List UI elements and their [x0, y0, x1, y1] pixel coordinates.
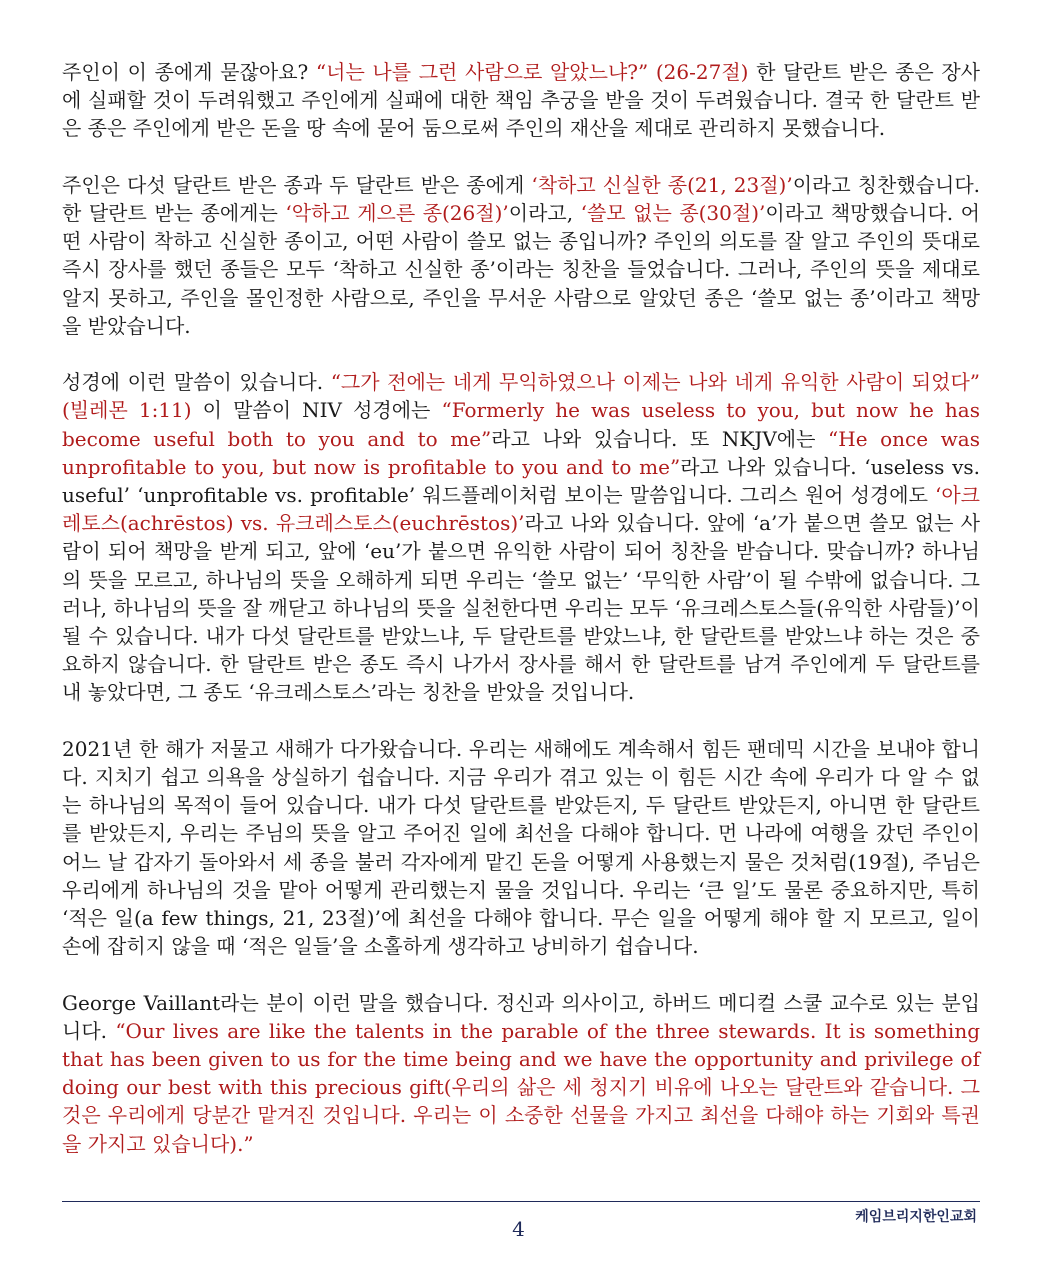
body-text: 이라고,: [508, 201, 581, 225]
paragraph: [62, 735, 980, 961]
page-number: 4: [512, 1217, 525, 1241]
footer-divider: [62, 1201, 980, 1202]
quote-text: ‘악하고 게으른 종(26절)’: [285, 201, 509, 225]
quote-text: “그가 전에는 네게 무익하였으나 이제는 나와 네게 유익한 사람이 되었다” (빌레몬 1:11): [62, 370, 980, 423]
paragraph: [62, 368, 980, 706]
paragraph: [62, 171, 980, 340]
quote-text: “Formerly he was useless to you, but now he has become useful both to you and to me”: [62, 398, 980, 451]
body-text: 라고 나와 있습니다. ‘useless vs. useful’ ‘unprofitable vs. profitable’ 워드플레이처럼 보이는 말씀입니다. 그리스 원어 성경에도: [62, 454, 980, 508]
body-text: 이라고 칭찬했습니다. 한 달란트 받는 종에게는: [62, 172, 980, 225]
quote-text: ‘쓸모 없는 종(30절)’: [580, 201, 766, 225]
body-text: 라고 나와 있습니다. 또 NKJV에는: [491, 426, 829, 451]
body-text: 주인은 다섯 달란트 받은 종과 두 달란트 받은 종에게: [62, 172, 532, 197]
quote-text: ‘아크레토스(achrēstos) vs. 유크레스토스(euchrēstos)’: [62, 483, 980, 536]
body-text: 2021년 한 해가 저물고 새해가 다가왔습니다. 우리는 새해에도 계속해서 힘든 팬데믹 시간을 보내야 합니다. 지치기 쉽고 의욕을 상실하기 쉽습니다. 지금 우리가 겪고 있는 이 힘든 시간 속에 우리가 다 알 수 없는 하나님의 목적이 들어 있습니다. 내가 다섯 달란트를 받았든지, 두 달란트 받았든지, 아니면 한 달란트를 받았든지, 우리는 주님의 뜻을 알고 주어진 일에 최선을 다해야 합니다. 먼 나라에 여행을 갔던 주인이 어느 날 갑자기 돌아와서 세 종을 불러 각자에게 맡긴 돈을 어떻게 사용했는지 물은 것처럼(19절), 주님은 우리에게 하나님의 것을 맡아 어떻게 관리했는지 물을 것입니다. 우리는 ‘큰 일’도 물론 중요하지만, 특히 ‘적은 일(a few things, 21, 23절)’에 최선을 다해야 합니다. 무슨 일을 어떻게 해야 할 지 모르고, 일이 손에 잡히지 않을 때 ‘적은 일들’을 소홀하게 생각하고 낭비하기 쉽습니다.: [62, 736, 980, 959]
quote-text: “He once was unprofitable to you, but now is profitable to you and to me”: [62, 426, 980, 479]
quote-text: “Our lives are like the talents in the parable of the three stewards. It is something that has been given to us for the time being and we have the opportunity and privilege of doing our best with this precious gift(우리의 삶은 세 청지기 비유에 나오는 달란트와 같습니다. 그것은 우리에게 당분간 맡겨진 것입니다. 우리는 이 소중한 선물을 가지고 최선을 다해야 하는 기회와 특권을 가지고 있습니다).”: [62, 1018, 981, 1156]
body-text: 이라고 책망했습니다. 어떤 사람이 착하고 신실한 종이고, 어떤 사람이 쓸모 없는 종입니까? 주인의 의도를 잘 알고 주인의 뜻대로 즉시 장사를 했던 종들은 모두 ‘착하고 신실한 종’이라는 칭찬을 들었습니다. 그러나, 주인의 뜻을 제대로 알지 못하고, 주인을 몰인정한 사람으로, 주인을 무서운 사람으로 알았던 종은 ‘쓸모 없는 종’이라고 책망을 받았습니다.: [62, 201, 980, 338]
body-text: 성경에 이런 말씀이 있습니다.: [62, 370, 331, 395]
sermon-body: [62, 58, 980, 1186]
body-text: 이 말씀이 NIV 성경에는: [191, 398, 442, 423]
quote-text: “너는 나를 그런 사람으로 알았느냐?” (26-27절): [315, 60, 749, 84]
church-name: 케임브리지한인교회: [855, 1209, 977, 1225]
body-text: George Vaillant라는 분이 이런 말을 했습니다. 정신과 의사이고, 하버드 메디컬 스쿨 교수로 있는 분입니다.: [62, 990, 980, 1043]
paragraph: [62, 58, 980, 143]
body-text: 주인이 이 종에게 묻잖아요?: [62, 60, 316, 84]
paragraph: [62, 989, 980, 1158]
body-text: 라고 나와 있습니다. 앞에 ‘a’가 붙으면 쓸모 없는 사람이 되어 책망을 받게 되고, 앞에 ‘eu’가 붙으면 유익한 사람이 되어 칭찬을 받습니다. 맞습니까? 하나님의 뜻을 모르고, 하나님의 뜻을 오해하게 되면 우리는 ‘쓸모 없는’ ‘무익한 사람’이 될 수밖에 없습니다. 그러나, 하나님의 뜻을 잘 깨닫고 하나님의 뜻을 실천한다면 우리는 모두 ‘유크레스토스들(유익한 사람들)’이 될 수 있습니다. 내가 다섯 달란트를 받았느냐, 두 달란트를 받았느냐, 한 달란트를 받았느냐 하는 것은 중요하지 않습니다. 한 달란트 받은 종도 즉시 나가서 장사를 해서 한 달란트를 남겨 주인에게 두 달란트를 내 놓았다면, 그 종도 ‘유크레스토스’라는 칭찬을 받았을 것입니다.: [62, 511, 980, 705]
quote-text: ‘착하고 신실한 종(21, 23절)’: [531, 172, 793, 197]
body-text: 한 달란트 받은 종은 장사에 실패할 것이 두려워했고 주인에게 실패에 대한 책임 추궁을 받을 것이 두려웠습니다. 결국 한 달란트 받은 종은 주인에게 받은 돈을 땅 속에 묻어 둠으로써 주인의 재산을 제대로 관리하지 못했습니다.: [62, 60, 980, 141]
